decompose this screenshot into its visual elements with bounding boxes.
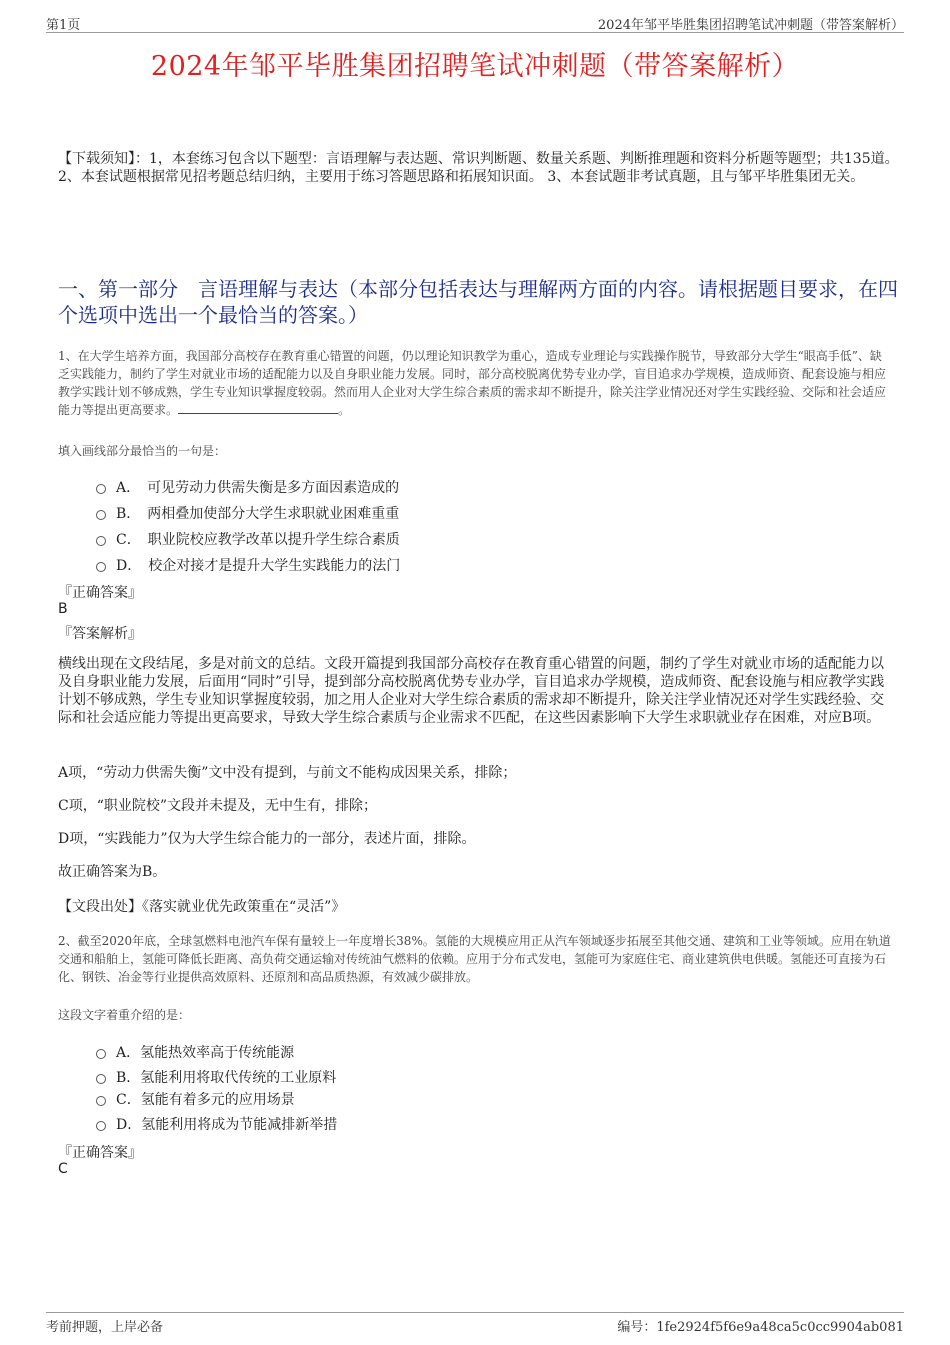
radio-icon[interactable] bbox=[96, 484, 106, 494]
question-1-stem bbox=[58, 347, 892, 419]
question-1-analysis: 横线出现在文段结尾，多是对前文的总结。文段开篇提到我国部分高校存在教育重心错置的问题，制约了学生对就业市场的适配能力以及自身职业能力发展，后面用“同时”引导，提到部分高校脱离优势专业办学，盲目追求办学规模，造成师资、配套设施与相应教学实践计划不够成熟，学生专业知识掌握度较弱，加之用人企业对大学生综合素质的需求却不断提升，除关注学业情况还对学生实践经验、交际和社会适应能力等提出更高要求，导致大学生综合素质与企业需求不匹配，在这些因素影响下大学生求职就业存在困难，对应B项。 bbox=[58, 656, 885, 726]
question-1-answer: B bbox=[58, 601, 68, 617]
footer-doc-id: 编号：1fe2924f5f6e9a48ca5c0cc9904ab081 bbox=[617, 1320, 904, 1335]
page-number: 第1页 bbox=[46, 18, 81, 33]
radio-icon[interactable] bbox=[96, 562, 106, 572]
header-doc-title: 2024年邹平毕胜集团招聘笔试冲刺题（带答案解析） bbox=[597, 18, 904, 33]
radio-icon[interactable] bbox=[96, 1049, 106, 1059]
option-label: D．氢能利用将成为节能减排新举措 bbox=[116, 1117, 338, 1133]
question-1-note-c: C项，“职业院校”文段并未提及，无中生有，排除； bbox=[58, 798, 378, 814]
option-label: C． 职业院校应教学改革以提升学生综合素质 bbox=[116, 532, 400, 548]
option-label: B． 两相叠加使部分大学生求职就业困难重重 bbox=[116, 506, 400, 522]
question-2-option-a[interactable] bbox=[96, 1042, 294, 1062]
question-1-option-c[interactable] bbox=[96, 529, 400, 549]
option-label: C．氢能有着多元的应用场景 bbox=[116, 1092, 295, 1108]
question-1-answer-label: 『正确答案』 bbox=[58, 585, 142, 601]
footer-slogan: 考前押题，上岸必备 bbox=[46, 1320, 164, 1335]
question-2-option-c[interactable] bbox=[96, 1089, 295, 1109]
question-1-option-d[interactable] bbox=[96, 555, 400, 575]
page-footer bbox=[46, 1312, 904, 1337]
document-title: 2024年邹平毕胜集团招聘笔试冲刺题（带答案解析） bbox=[150, 51, 800, 82]
question-2-prompt: 这段文字着重介绍的是： bbox=[58, 1008, 191, 1022]
radio-icon[interactable] bbox=[96, 536, 106, 546]
question-2-answer: C bbox=[58, 1161, 68, 1177]
option-label: D． 校企对接才是提升大学生实践能力的法门 bbox=[116, 558, 401, 574]
question-1-text: 1、在大学生培养方面，我国部分高校存在教育重心错置的问题，仍以理论知识教学为重心，造成专业理论与实践操作脱节，导致部分大学生“眼高手低”、缺乏实践能力，制约了学生对就业市场的适配能力以及自身职业能力发展。同时，部分高校脱离优势专业办学，盲目追求办学规模，造成师资、配套设施与相应教学实践计划不够成熟，学生专业知识掌握度较弱。然而用人企业对大学生综合素质的需求却不断提升，除关注学业情况还对学生实践经验、交际和社会适应能力等提出更高要求。 bbox=[58, 349, 887, 417]
question-1-source: 【文段出处】《落实就业优先政策重在“灵活”》 bbox=[58, 899, 346, 915]
question-1-prompt: 填入画线部分最恰当的一句是： bbox=[58, 444, 227, 458]
question-1-note-d: D项，“实践能力”仅为大学生综合能力的一部分，表述片面，排除。 bbox=[58, 831, 476, 847]
radio-icon[interactable] bbox=[96, 1121, 106, 1131]
option-label: B．氢能利用将取代传统的工业原料 bbox=[116, 1070, 337, 1086]
question-2-stem: 2、截至2020年底，全球氢燃料电池汽车保有量较上一年度增长38%。氢能的大规模应用正从汽车领域逐步拓展至其他交通、建筑和工业等领域。应用在轨道交通和船舶上，氢能可降低长距离、高负荷交通运输对传统油气燃料的依赖。应用于分布式发电，氢能可为家庭住宅、商业建筑供电供暖。氢能还可直接为石化、钢铁、冶金等行业提供高效原料、还原剂和高品质热源，有效减少碳排放。 bbox=[58, 934, 891, 984]
radio-icon[interactable] bbox=[96, 510, 106, 520]
question-2-option-b[interactable] bbox=[96, 1067, 336, 1087]
section-heading: 一、第一部分 言语理解与表达（本部分包括表达与理解两方面的内容。请根据题目要求，在四个选项中选出一个最恰当的答案。） bbox=[58, 277, 898, 327]
question-1-stem-end: 。 bbox=[338, 403, 351, 417]
radio-icon[interactable] bbox=[96, 1096, 106, 1106]
question-1-note-a: A项，“劳动力供需失衡”文中没有提到，与前文不能构成因果关系，排除； bbox=[58, 765, 517, 781]
page-header bbox=[46, 12, 904, 33]
option-label: A． 可见劳动力供需失衡是多方面因素造成的 bbox=[116, 480, 400, 496]
radio-icon[interactable] bbox=[96, 1074, 106, 1084]
question-1-option-a[interactable] bbox=[96, 477, 399, 497]
fill-blank-line bbox=[178, 401, 338, 414]
download-notice: 【下载须知】：1，本套练习包含以下题型：言语理解与表达题、常识判断题、数量关系题、判断推理题和资料分析题等题型；共135道。 2、本套试题根据常见招考题总结归纳，主要用于练习答题思路和拓展知识面。 3、本套试题非考试真题，且与邹平毕胜集团无关。 bbox=[58, 151, 899, 185]
question-1-conclusion: 故正确答案为B。 bbox=[58, 864, 167, 880]
question-2-option-d[interactable] bbox=[96, 1114, 337, 1134]
question-1-option-b[interactable] bbox=[96, 503, 399, 523]
question-2-answer-label: 『正确答案』 bbox=[58, 1145, 142, 1161]
question-1-analysis-label: 『答案解析』 bbox=[58, 626, 142, 642]
option-label: A．氢能热效率高于传统能源 bbox=[116, 1045, 295, 1061]
